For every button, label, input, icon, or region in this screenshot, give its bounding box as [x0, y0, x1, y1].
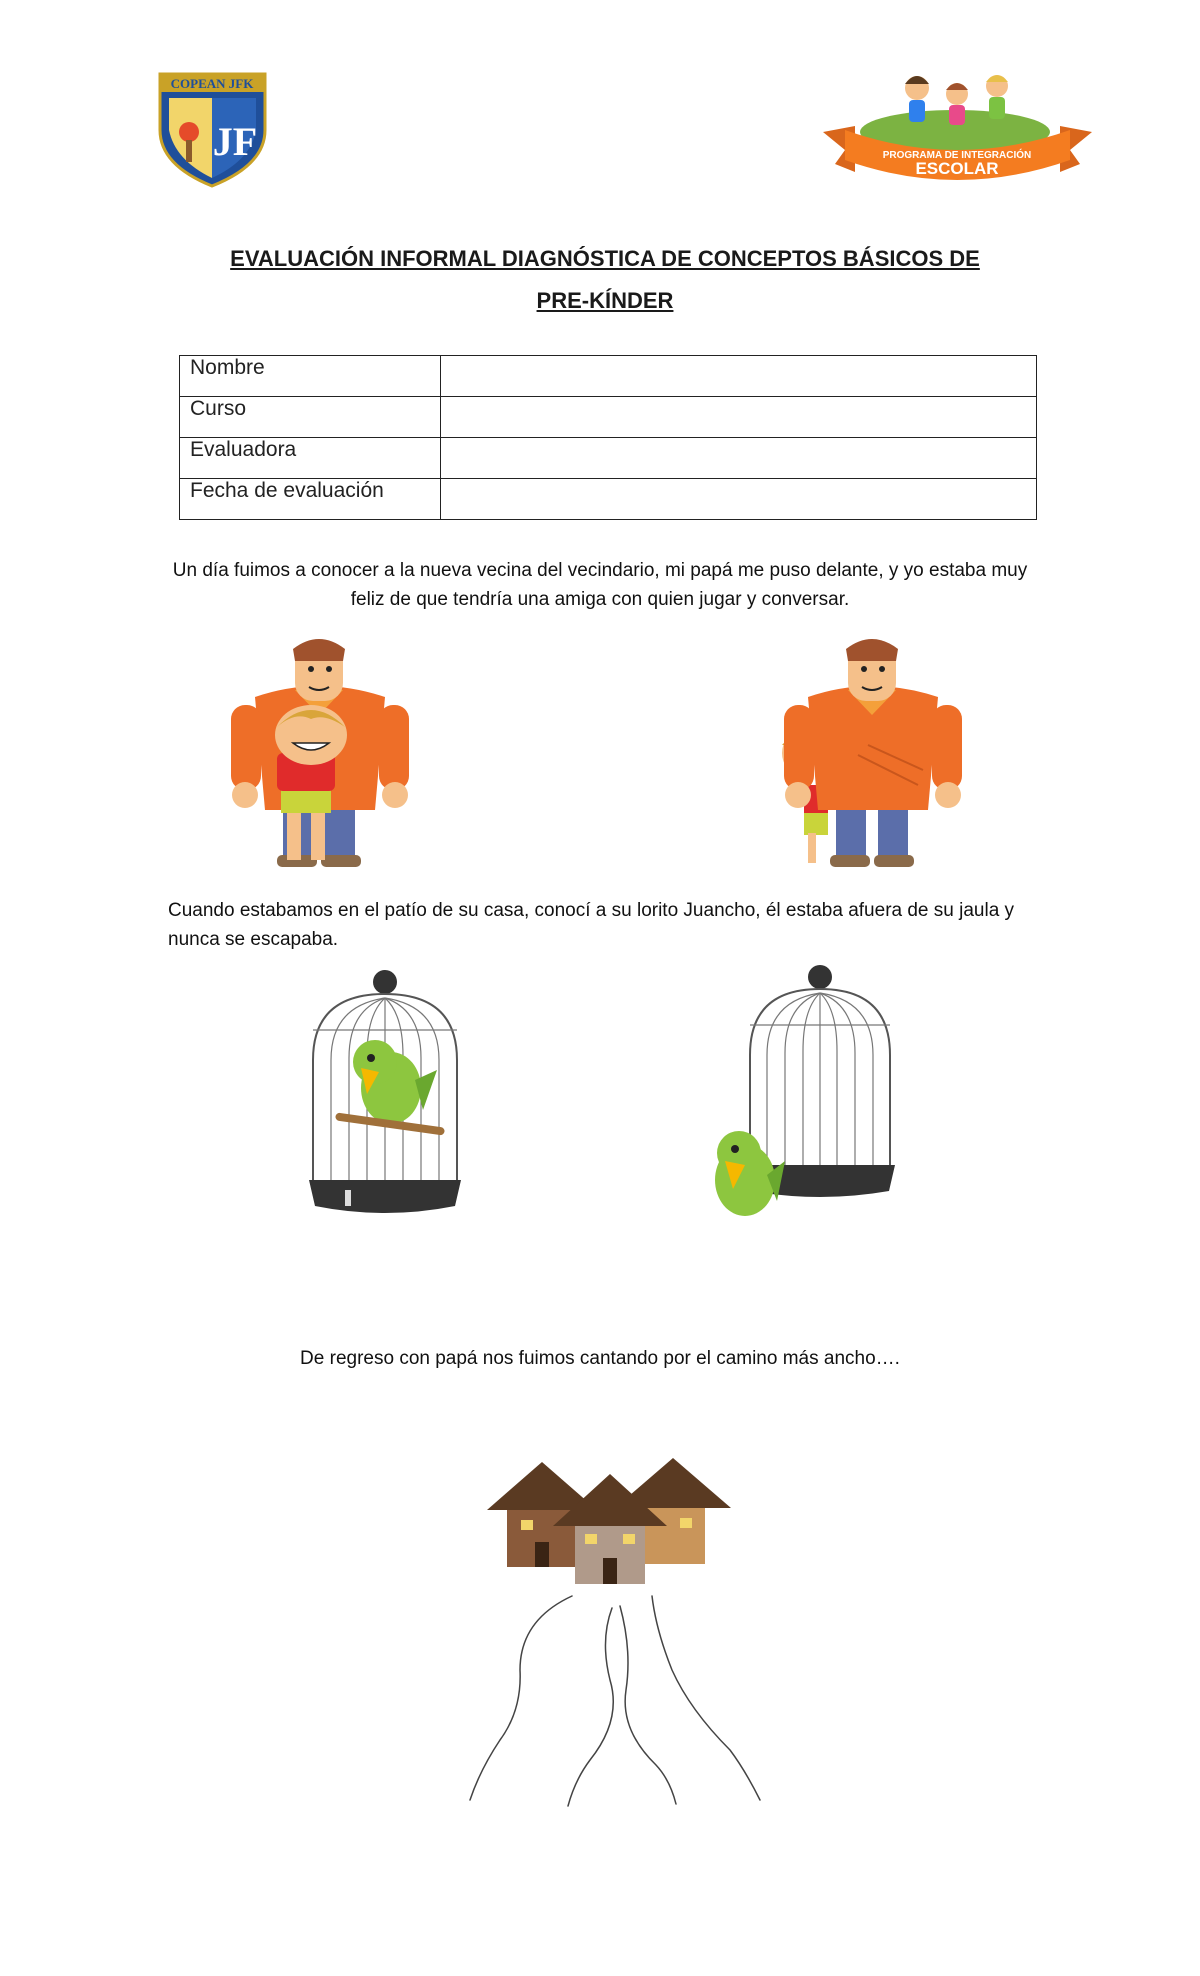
table-row — [180, 438, 1037, 479]
story-paragraph-1: Un día fuimos a conocer a la nueva vecina del vecindario, mi papá me puso delante, y yo estaba muy feliz de que tendría una amiga con quien jugar y conversar. — [172, 560, 1028, 610]
dad-child-front-illustration — [225, 635, 415, 870]
parrot-outside-cage-illustration — [705, 965, 905, 1230]
story-paragraph-2: Cuando estabamos en el patío de su casa, conocí a su lorito Juancho, él estaba afuera de su jaula y nunca se escapaba. — [168, 900, 1015, 950]
row-value-nombre[interactable] — [441, 356, 1037, 397]
student-info-table — [179, 355, 1037, 520]
table-row — [180, 356, 1037, 397]
dad-child-behind-illustration — [778, 635, 968, 870]
row-value-fecha[interactable] — [441, 479, 1037, 520]
row-label-evaluadora: Evaluadora — [180, 438, 441, 479]
school-logo-text: COPEAN JFK — [170, 76, 254, 91]
row-value-curso[interactable] — [441, 397, 1037, 438]
row-label-fecha: Fecha de evaluación — [180, 479, 441, 520]
story-paragraph-3: De regreso con papá nos fuimos cantando por el camino más ancho…. — [300, 1348, 900, 1369]
title-line-2: PRE-KÍNDER — [536, 288, 674, 313]
row-label-nombre: Nombre — [180, 356, 441, 397]
winding-paths-illustration — [460, 1590, 770, 1810]
row-value-evaluadora[interactable] — [441, 438, 1037, 479]
school-logo — [155, 70, 270, 190]
program-logo — [815, 60, 1100, 185]
svg-text:JF: JF — [212, 119, 258, 164]
program-logo-line2: ESCOLAR — [915, 159, 999, 178]
row-label-curso: Curso — [180, 397, 441, 438]
title-line-1: EVALUACIÓN INFORMAL DIAGNÓSTICA DE CONCEPTOS BÁSICOS DE — [230, 246, 980, 271]
table-row — [180, 397, 1037, 438]
table-row — [180, 479, 1037, 520]
document-title — [150, 238, 1060, 322]
parrot-inside-cage-illustration — [305, 970, 465, 1215]
program-logo-line1: PROGRAMA DE INTEGRACIÓN — [882, 150, 1032, 161]
village-houses-illustration — [485, 1450, 735, 1585]
